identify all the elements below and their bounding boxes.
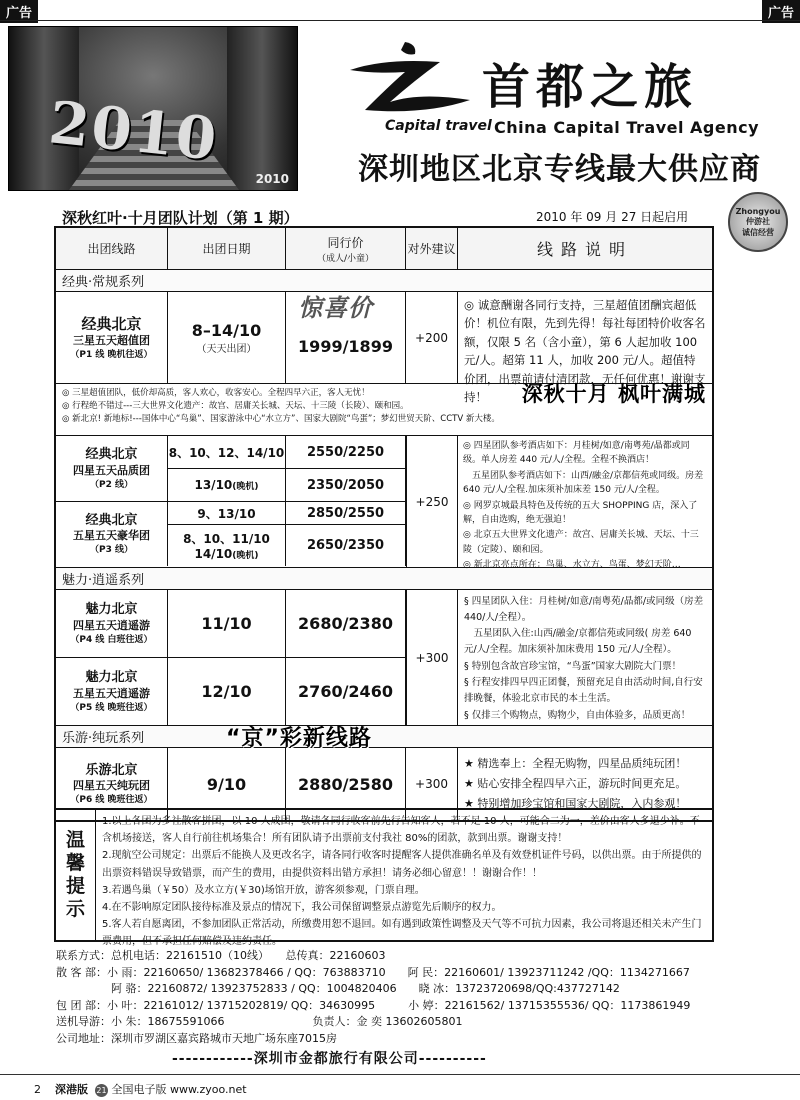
ad-label-right: 广告 [762, 0, 800, 23]
desc-p6-2: ★ 贴心安排全程四早六正，游玩时间更充足。 [464, 776, 687, 790]
route-p5-line: （P5 线 晚班往返） [70, 702, 153, 713]
desc-p45-1: § 四星团队入住：月桂树/如意/南粤苑/晶都/或同级（房差 440/人/全程）。 [464, 596, 704, 623]
stamp-jing: “京”彩新线路 [226, 726, 372, 751]
contact-line-2: 散 客 部：小 雨：22160650/ 13682378466 / QQ：763883710 阿 民：22160601/ 13923711242 /QQ：1134271667 [56, 965, 690, 979]
route-p1 [56, 292, 168, 383]
price-p2 [286, 436, 406, 501]
date-p3-3-note: (晚机) [232, 550, 259, 561]
header-desc: 线路说明 [536, 240, 633, 259]
p2-block [56, 436, 406, 502]
date-p3-3 [194, 547, 258, 561]
company-name: ------------深圳市金都旅行有限公司---------- [172, 1051, 487, 1067]
date-p1-note: （天天出团） [196, 343, 257, 355]
desc-p2-p3 [458, 436, 712, 571]
price-p3-2: 2650/2350 [306, 537, 385, 553]
contact-line-3: 阿 骆：22160872/ 13923752833 / QQ：1004820406 晓 冰：13723720698/QQ:437727142 [56, 982, 620, 995]
reminder-text [96, 810, 712, 948]
date-p3-2 [168, 525, 285, 566]
route-p4-name: 魅力北京 [85, 602, 138, 618]
date-p2-2-value: 13/10 [194, 478, 233, 492]
desc-p23-2: 五星团队参考酒店如下：山西/融金/京都信苑或同级。房差 640 元/人/全程.加床须补加床差 150 元/人/全程。 [463, 470, 704, 496]
route-p1-line: （P1 线 晚机往返） [70, 349, 153, 360]
p4-p5-left [56, 590, 406, 725]
series-charm: 魅力·逍遥系列 [56, 568, 712, 590]
reminder-item-3: 3.若遇鸟巢（￥50）及水立方(￥30)场馆开放，游客须参观，门票自理。 [102, 884, 425, 896]
reminder-item-5: 5.客人若自愿离团，不参加团队正常活动，所缴费用恕不退回。如有遇到政策性调整及天气等不可抗力因素，我公司将退还相关未产生门票费用，但不承担任何赔偿及违约责任。 [102, 919, 702, 948]
banner-year: 2010 [45, 88, 222, 174]
p4-block [56, 590, 406, 658]
desc-p1: ◎ 诚意酬谢各同行支持，三星超值团酬宾超低价！机位有限，先到先得！每社每团特价收客名额，仅限 5 名（含小童），第 6 人起加收 100 元/人。超第 11 人，加收 200 元/人。超值特价团，出票前请付清团款，无任何优惠！谢谢支持！ [464, 298, 706, 404]
badge-line3: 诚信经营 [742, 227, 774, 237]
route-p3 [56, 502, 168, 566]
price-p1 [286, 292, 406, 383]
contact-info [56, 948, 756, 1047]
route-p4-line: （P4 线 白班往返） [70, 634, 153, 645]
markup-p6: +300 [406, 748, 458, 820]
date-p4: 11/10 [168, 590, 286, 657]
series-classic: 经典·常规系列 [56, 270, 712, 292]
series-fun-label: 乐游·纯玩系列 [62, 731, 145, 746]
desc-p6-1: ★ 精选奉上：全程无购物，四星品质纯玩团！ [464, 756, 687, 770]
table-header [56, 228, 712, 270]
note-p1-2: ◎ 行程绝不错过---三大世界文化遗产：故宫、居庸关长城、天坛、十三陵（长陵）、颐和园。 [62, 401, 409, 412]
price-p2-2: 2350/2050 [306, 477, 385, 493]
series-fun [56, 726, 712, 751]
desc-p45-5: § 仅排三个购物点，购物少，自由体验多，品质更高！ [464, 709, 691, 721]
reminder-item-1: 1.以上各团为多社散客拼团，以 10 人成团，敬请各同行收客前先行告知客人，若不足 10 人，可能合二为一，差价由客人多退少补。不含机场接送，客人自行前往机场集合！所有团队请予出票前支付我社 80%的团款，款到出票。谢谢支持！ [102, 816, 700, 845]
desc-p4-p5 [458, 590, 712, 725]
price-p1-value: 1999/1899 [298, 337, 393, 356]
route-p2-sub: 四星五天品质团 [73, 463, 150, 477]
price-p4: 2680/2380 [286, 590, 406, 657]
contact-line-4: 包 团 部：小 叶：22161012/ 13715202819/ QQ：34630995 小 婷：22161562/ 13715355536/ QQ：1173861949 [56, 998, 691, 1012]
table-row-p2-p3 [56, 436, 712, 571]
route-p3-line: （P3 线） [90, 545, 133, 556]
reminder-label [56, 810, 96, 940]
reminder-label-2: 馨 [65, 852, 85, 875]
header-price-label: 同行价 [327, 235, 364, 250]
route-p3-name: 经典北京 [85, 512, 138, 528]
desc-p45-2: 五星团队入住:山西/融金/京都信苑或同级( 房差 640 元/人/全程。加床须补加床费用 150 元/人/全程）。 [464, 628, 692, 656]
tour-table [54, 226, 714, 822]
reminder-label-4: 示 [65, 897, 85, 920]
route-p5-name: 魅力北京 [85, 670, 138, 686]
route-p3-sub: 五星五天豪华团 [73, 529, 150, 543]
reminder-box [54, 808, 714, 948]
route-p2 [56, 436, 168, 501]
trust-badge-icon [728, 192, 788, 252]
banner-image-2010 [8, 26, 298, 191]
footer-edition: 深港版 [55, 1083, 88, 1096]
header-price [286, 228, 406, 269]
desc-p45-3: § 特别包含故宫珍宝馆，“鸟蛋”国家大剧院大门票！ [464, 660, 682, 672]
desc-p23-4: ◎ 北京五大世界文化遗产：故宫、居庸关长城、天坛、十三陵（定陵）、颐和园。 [463, 530, 699, 555]
date-p3 [168, 502, 286, 566]
contact-line-5: 送机导游：小 朱：18675591066 负责人：金 奕 13602605801 [56, 1015, 463, 1028]
price-p3 [286, 502, 406, 566]
p2-p3-left [56, 436, 406, 567]
footer-page-number: 2 [34, 1083, 41, 1096]
route-p6-sub: 四星五天纯玩团 [73, 779, 150, 793]
price-p5: 2760/2460 [286, 658, 406, 725]
markup-p1: +200 [406, 292, 458, 383]
brand-name-en: China Capital Travel Agency [494, 118, 760, 137]
price-p2-1: 2550/2250 [286, 436, 405, 469]
badge-line1: Zhongyou [735, 206, 781, 216]
route-p5 [56, 658, 168, 725]
date-p2 [168, 436, 286, 501]
desc-p23-3: ◎ 网罗京城最具特色及传统的五大 SHOPPING 店，深入了解，自由选购，绝无强迫！ [463, 500, 698, 525]
price-p3-1: 2850/2550 [286, 503, 405, 525]
stamp-jingxi: 惊喜价 [298, 294, 373, 322]
banner-year-small: 2010 [255, 172, 289, 186]
brand-name-cn: 首都之旅 [482, 59, 699, 115]
route-p5-sub: 五星五天逍遥游 [73, 686, 150, 700]
route-p2-name: 经典北京 [85, 447, 138, 463]
date-p2-2 [168, 469, 285, 501]
date-p1-value: 8–14/10 [191, 320, 262, 340]
reminder-item-2: 2.现航空公司规定：出票后不能换人及更改名字，请各同行收客时提醒客人提供准确名单及有效登机证件号码，以供出票。由于所提供的出票资料错误导致错票，而产生的费用，由提供资料出错方承担！请务必细心留意！！谢谢合作！！ [102, 850, 702, 879]
desc-p23-5: ◎ 新北京亮点所在：鸟巢、水立方、鸟蛋、梦幻天阶… [463, 560, 681, 571]
table-row-p4-p5 [56, 590, 712, 726]
footer-site: 全国电子版 www.zyoo.net [111, 1083, 247, 1096]
route-p6-name: 乐游北京 [85, 762, 138, 778]
brand-slogan: 深圳地区北京专线最大供应商 [358, 152, 761, 187]
price-p6: 2880/2580 [286, 748, 406, 820]
note-p1-1: ◎ 三星超值团队，低价却高质，客人欢心，收客安心。全程四早六正，客人无忧！ [62, 388, 370, 398]
plan-date: 2010 年 09 月 27 日起启用 [536, 210, 689, 224]
ad-label-left: 广告 [0, 0, 38, 23]
date-p3-1: 9、13/10 [168, 503, 285, 525]
stamp-autumn: 深秋十月 枫叶满城 [521, 382, 706, 406]
header-route: 出团线路 [56, 228, 168, 269]
reminder-label-1: 温 [65, 829, 85, 852]
footer-divider [0, 1074, 800, 1075]
date-p3-2-value: 8、10、11/10 [183, 531, 270, 546]
contact-line-6: 公司地址：深圳市罗湖区嘉宾路城市天地广场东座7015房 [56, 1031, 337, 1045]
note-p1-3: ◎ 新北京! 新地标!---国体中心“鸟巢”、国家游泳中心“水立方”、国家大剧院“鸟蛋”；梦幻世贸天阶、CCTV 新大楼。 [62, 414, 500, 425]
date-p1 [168, 292, 286, 383]
notes-p1 [56, 384, 712, 436]
route-p2-line: （P2 线） [90, 479, 133, 490]
edition-circle-icon: 21 [96, 1085, 107, 1095]
markup-p2-p3: +250 [406, 436, 458, 567]
markup-p4-p5: +300 [406, 590, 458, 725]
reminder-label-3: 提 [65, 875, 85, 897]
contact-line-1: 联系方式：总机电话：22161510（10线） 总传真：22160603 [56, 949, 386, 962]
header-date: 出团日期 [168, 228, 286, 269]
desc-p45-4: § 行程安排四早四正团餐，预留充足自由活动时间,自行安排晚餐，体验北京市民的本土生活。 [464, 677, 703, 705]
header-markup: 对外建议 [406, 228, 458, 269]
date-p5: 12/10 [168, 658, 286, 725]
date-p2-1: 8、10、12、14/10 [168, 436, 285, 469]
plan-title: 深秋红叶·十月团队计划（第 1 期） [62, 209, 299, 227]
brand-logo-text: Capital travel [385, 118, 492, 134]
badge-line2: 仲游社 [746, 216, 770, 226]
brand-logo-icon [345, 40, 475, 120]
reminder-item-4: 4.在不影响原定团队接待标准及景点的情况下，我公司保留调整景点游览先后顺序的权力。 [102, 901, 502, 913]
route-p4 [56, 590, 168, 657]
top-divider [0, 20, 800, 21]
p3-block [56, 502, 406, 566]
route-p1-sub: 三星五天超值团 [73, 334, 150, 348]
page-footer [34, 1081, 247, 1097]
date-p6: 9/10 [168, 748, 286, 820]
route-p1-name: 经典北京 [81, 314, 142, 333]
route-p6-line: （P6 线 晚班往返） [70, 795, 153, 806]
desc-p23-1: ◎ 四星团队参考酒店如下：月桂树/如意/南粤苑/晶都或同级。单人房差 440 元/人/全程。全程不换酒店！ [463, 441, 690, 466]
p5-block [56, 658, 406, 725]
header-price-sub: （成人/小童） [316, 253, 375, 264]
date-p3-3-value: 14/10 [194, 546, 233, 561]
desc-p6-3: ★ 特别增加珍宝馆和国家大剧院，入内参观！ [464, 797, 687, 811]
route-p4-sub: 四星五天逍遥游 [73, 618, 150, 632]
date-p2-2-note: (晚机) [232, 481, 259, 492]
curtain-right [227, 27, 297, 191]
